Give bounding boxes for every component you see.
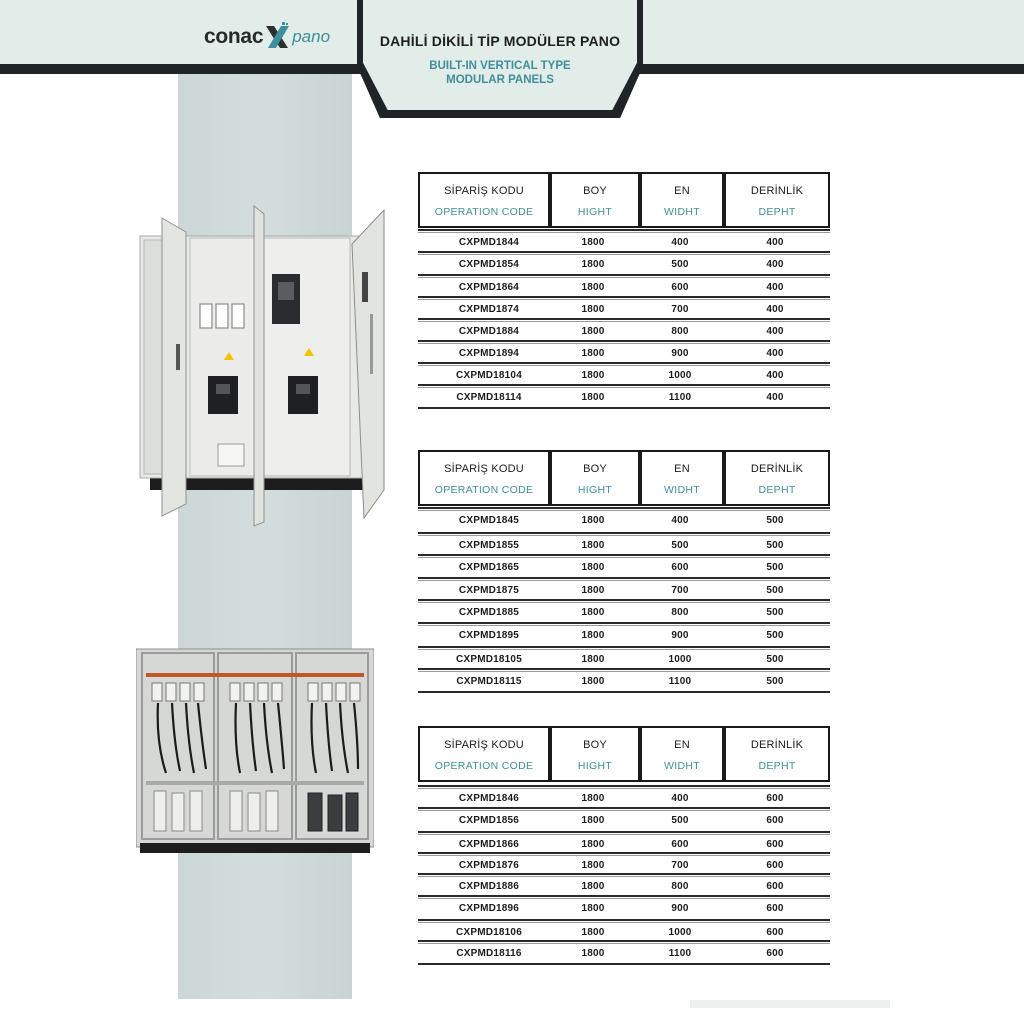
row-divider-thin [418, 625, 830, 626]
row-divider [418, 691, 830, 693]
cell-depth: 400 [766, 326, 784, 337]
row-divider-thin [418, 321, 830, 322]
row-divider-thin [418, 602, 830, 603]
header-sublabel: HIGHT [577, 484, 613, 496]
header-sublabel: DEPHT [758, 206, 796, 218]
cell-width: 1100 [668, 676, 692, 687]
row-divider [418, 407, 830, 409]
cell-height: 1800 [581, 948, 605, 959]
header-sublabel: DEPHT [758, 484, 796, 496]
cell-operation-code: CXPMD1865 [458, 562, 520, 573]
cell-operation-code: CXPMD1875 [458, 585, 520, 596]
cell-height: 1800 [581, 348, 605, 359]
cell-height: 1800 [581, 370, 605, 381]
cell-width: 600 [671, 562, 689, 573]
cell-height: 1800 [581, 793, 605, 804]
cell-depth: 400 [766, 282, 784, 293]
cell-depth: 600 [766, 927, 784, 938]
row-divider-thin [418, 876, 830, 877]
cell-width: 500 [671, 259, 689, 270]
cell-depth: 600 [766, 860, 784, 871]
row-divider [418, 963, 830, 965]
page-subtitle-line-1: BUILT-IN VERTICAL TYPE [429, 60, 571, 72]
row-divider-thin [418, 277, 830, 278]
row-divider-thin [418, 898, 830, 899]
page-subtitle [363, 59, 637, 87]
cell-depth: 500 [766, 562, 784, 573]
panel-photo-closed-doors [136, 204, 388, 528]
cell-width: 1100 [668, 392, 692, 403]
cell-operation-code: CXPMD18105 [456, 654, 522, 665]
cell-width: 1100 [668, 948, 692, 959]
row-divider [418, 807, 830, 809]
row-divider [418, 895, 830, 897]
cell-width: 800 [671, 607, 689, 618]
cell-depth: 600 [766, 881, 784, 892]
cell-height: 1800 [581, 392, 605, 403]
header-label: EN [674, 463, 690, 475]
cell-height: 1800 [581, 304, 605, 315]
cell-width: 900 [671, 348, 689, 359]
cell-operation-code: CXPMD1844 [458, 237, 520, 248]
row-divider [418, 646, 830, 648]
cell-depth: 400 [766, 259, 784, 270]
header-sublabel: WIDHT [664, 760, 700, 772]
header-label: EN [674, 185, 690, 197]
cell-depth: 400 [766, 392, 784, 403]
cell-width: 400 [671, 793, 689, 804]
cell-depth: 500 [766, 607, 784, 618]
cell-height: 1800 [581, 515, 605, 526]
row-divider-thin [418, 855, 830, 856]
page-subtitle-line-2: MODULAR PANELS [446, 74, 554, 86]
row-divider [418, 340, 830, 342]
row-divider [418, 852, 830, 854]
spec-table [418, 172, 830, 402]
cell-height: 1800 [581, 326, 605, 337]
cell-depth: 600 [766, 903, 784, 914]
row-divider [418, 599, 830, 601]
header-sublabel: WIDHT [664, 484, 700, 496]
row-divider [418, 940, 830, 942]
cell-operation-code: CXPMD18106 [456, 927, 522, 938]
header-cell-width [640, 726, 724, 782]
cell-height: 1800 [581, 237, 605, 248]
logo-subword: pano [292, 27, 331, 46]
table-row [418, 387, 830, 409]
cell-operation-code: CXPMD1845 [458, 515, 520, 526]
cell-width: 1000 [668, 927, 692, 938]
header-cell-depth [724, 450, 830, 506]
cell-depth: 400 [766, 348, 784, 359]
row-divider [418, 919, 830, 921]
cell-operation-code: CXPMD1864 [458, 282, 520, 293]
cell-operation-code: CXPMD1866 [458, 839, 520, 850]
header-label: DERİNLİK [750, 463, 804, 475]
cell-depth: 500 [766, 540, 784, 551]
cell-width: 1000 [668, 654, 692, 665]
header-title-background [363, 0, 637, 110]
cell-width: 900 [671, 630, 689, 641]
cell-height: 1800 [581, 839, 605, 850]
cell-height: 1800 [581, 562, 605, 573]
header-label: BOY [583, 463, 607, 475]
header-cell-height [550, 172, 640, 228]
row-divider-thin [418, 535, 830, 536]
row-divider [418, 296, 830, 298]
cell-depth: 600 [766, 793, 784, 804]
header-sublabel: HIGHT [577, 206, 613, 218]
row-divider-thin [418, 580, 830, 581]
cell-width: 400 [671, 515, 689, 526]
x-mark-logo-icon [264, 22, 290, 52]
row-divider-thin [418, 343, 830, 344]
cell-operation-code: CXPMD1856 [458, 815, 520, 826]
header-label: SİPARİŞ KODU [444, 739, 524, 751]
cell-width: 700 [671, 585, 689, 596]
cell-operation-code: CXPMD1854 [458, 259, 520, 270]
logo-word: conac [204, 25, 264, 48]
row-divider-thin [418, 810, 830, 811]
cell-depth: 500 [766, 630, 784, 641]
row-divider [418, 668, 830, 670]
cell-operation-code: CXPMD18114 [456, 392, 522, 403]
row-divider-thin [418, 365, 830, 366]
cell-operation-code: CXPMD1876 [458, 860, 520, 871]
header-label: BOY [583, 739, 607, 751]
header-sublabel: OPERATION CODE [434, 206, 534, 218]
cell-height: 1800 [581, 607, 605, 618]
cell-height: 1800 [581, 630, 605, 641]
cell-depth: 400 [766, 370, 784, 381]
table-row [418, 625, 830, 647]
row-divider-thin [418, 788, 830, 789]
row-divider [418, 554, 830, 556]
bottom-decoration [690, 1000, 890, 1008]
cell-operation-code: CXPMD1884 [458, 326, 520, 337]
cell-width: 400 [671, 237, 689, 248]
cell-height: 1800 [581, 585, 605, 596]
header-label: DERİNLİK [750, 739, 804, 751]
header-label: EN [674, 739, 690, 751]
row-divider-thin [418, 922, 830, 923]
cell-width: 500 [671, 540, 689, 551]
cell-height: 1800 [581, 259, 605, 270]
cell-height: 1800 [581, 927, 605, 938]
row-divider-thin [418, 387, 830, 388]
cell-width: 800 [671, 326, 689, 337]
row-divider [418, 873, 830, 875]
cell-depth: 500 [766, 585, 784, 596]
row-divider [418, 384, 830, 386]
cell-depth: 600 [766, 839, 784, 850]
header-cell-height [550, 450, 640, 506]
header-sublabel: DEPHT [758, 760, 796, 772]
cell-operation-code: CXPMD1895 [458, 630, 520, 641]
cell-operation-code: CXPMD1896 [458, 903, 520, 914]
row-divider [418, 532, 830, 534]
cell-width: 900 [671, 903, 689, 914]
cell-width: 700 [671, 860, 689, 871]
cell-width: 700 [671, 304, 689, 315]
row-divider [418, 831, 830, 833]
cell-depth: 400 [766, 237, 784, 248]
cell-width: 1000 [668, 370, 692, 381]
header-cell-operation-code [418, 172, 550, 228]
table-row [418, 671, 830, 693]
row-divider-thin [418, 649, 830, 650]
row-divider [418, 274, 830, 276]
header-sublabel: HIGHT [577, 760, 613, 772]
row-divider-thin [418, 232, 830, 233]
table-row [418, 254, 830, 276]
table-row [418, 510, 830, 532]
row-divider [418, 622, 830, 624]
cell-width: 800 [671, 881, 689, 892]
cell-height: 1800 [581, 903, 605, 914]
cell-operation-code: CXPMD1846 [458, 793, 520, 804]
table-row [418, 943, 830, 965]
row-divider-thin [418, 299, 830, 300]
cell-height: 1800 [581, 654, 605, 665]
row-divider-thin [418, 557, 830, 558]
cell-operation-code: CXPMD18115 [456, 676, 522, 687]
cell-operation-code: CXPMD18116 [456, 948, 522, 959]
cell-depth: 500 [766, 515, 784, 526]
row-divider [418, 577, 830, 579]
table-row [418, 557, 830, 579]
cell-width: 500 [671, 815, 689, 826]
row-divider-thin [418, 671, 830, 672]
row-divider-thin [418, 510, 830, 511]
cell-operation-code: CXPMD1894 [458, 348, 520, 359]
panel-photo-capacitor-bank [136, 643, 374, 855]
cell-height: 1800 [581, 540, 605, 551]
spec-table [418, 726, 830, 959]
cell-width: 600 [671, 839, 689, 850]
header-label: DERİNLİK [750, 185, 804, 197]
header-cell-depth [724, 726, 830, 782]
header-cell-operation-code [418, 726, 550, 782]
row-divider [418, 251, 830, 253]
cell-operation-code: CXPMD1886 [458, 881, 520, 892]
row-divider-thin [418, 254, 830, 255]
header-sublabel: OPERATION CODE [434, 760, 534, 772]
header-cell-operation-code [418, 450, 550, 506]
cell-depth: 400 [766, 304, 784, 315]
header-label: BOY [583, 185, 607, 197]
table-row [418, 810, 830, 832]
header-cell-width [640, 450, 724, 506]
header-sublabel: OPERATION CODE [434, 484, 534, 496]
cell-operation-code: CXPMD1855 [458, 540, 520, 551]
cell-height: 1800 [581, 282, 605, 293]
cell-depth: 500 [766, 654, 784, 665]
cell-height: 1800 [581, 676, 605, 687]
spec-table [418, 450, 830, 687]
cell-width: 600 [671, 282, 689, 293]
cell-operation-code: CXPMD18104 [456, 370, 522, 381]
row-divider [418, 318, 830, 320]
row-divider [418, 785, 830, 787]
header-cell-depth [724, 172, 830, 228]
table-row [418, 602, 830, 624]
header-label: SİPARİŞ KODU [444, 185, 524, 197]
cell-depth: 600 [766, 948, 784, 959]
cell-height: 1800 [581, 860, 605, 871]
page-title: DAHİLİ DİKİLİ TİP MODÜLER PANO [379, 33, 621, 49]
row-divider [418, 362, 830, 364]
cell-depth: 600 [766, 815, 784, 826]
brand-logo [204, 22, 330, 52]
header-cell-width [640, 172, 724, 228]
row-divider-thin [418, 943, 830, 944]
table-row [418, 898, 830, 920]
row-divider [418, 229, 830, 231]
cell-height: 1800 [581, 881, 605, 892]
header-cell-height [550, 726, 640, 782]
row-divider [418, 507, 830, 509]
header-label: SİPARİŞ KODU [444, 463, 524, 475]
cell-operation-code: CXPMD1874 [458, 304, 520, 315]
cell-height: 1800 [581, 815, 605, 826]
cell-depth: 500 [766, 676, 784, 687]
row-divider-thin [418, 834, 830, 835]
cell-operation-code: CXPMD1885 [458, 607, 520, 618]
header-sublabel: WIDHT [664, 206, 700, 218]
